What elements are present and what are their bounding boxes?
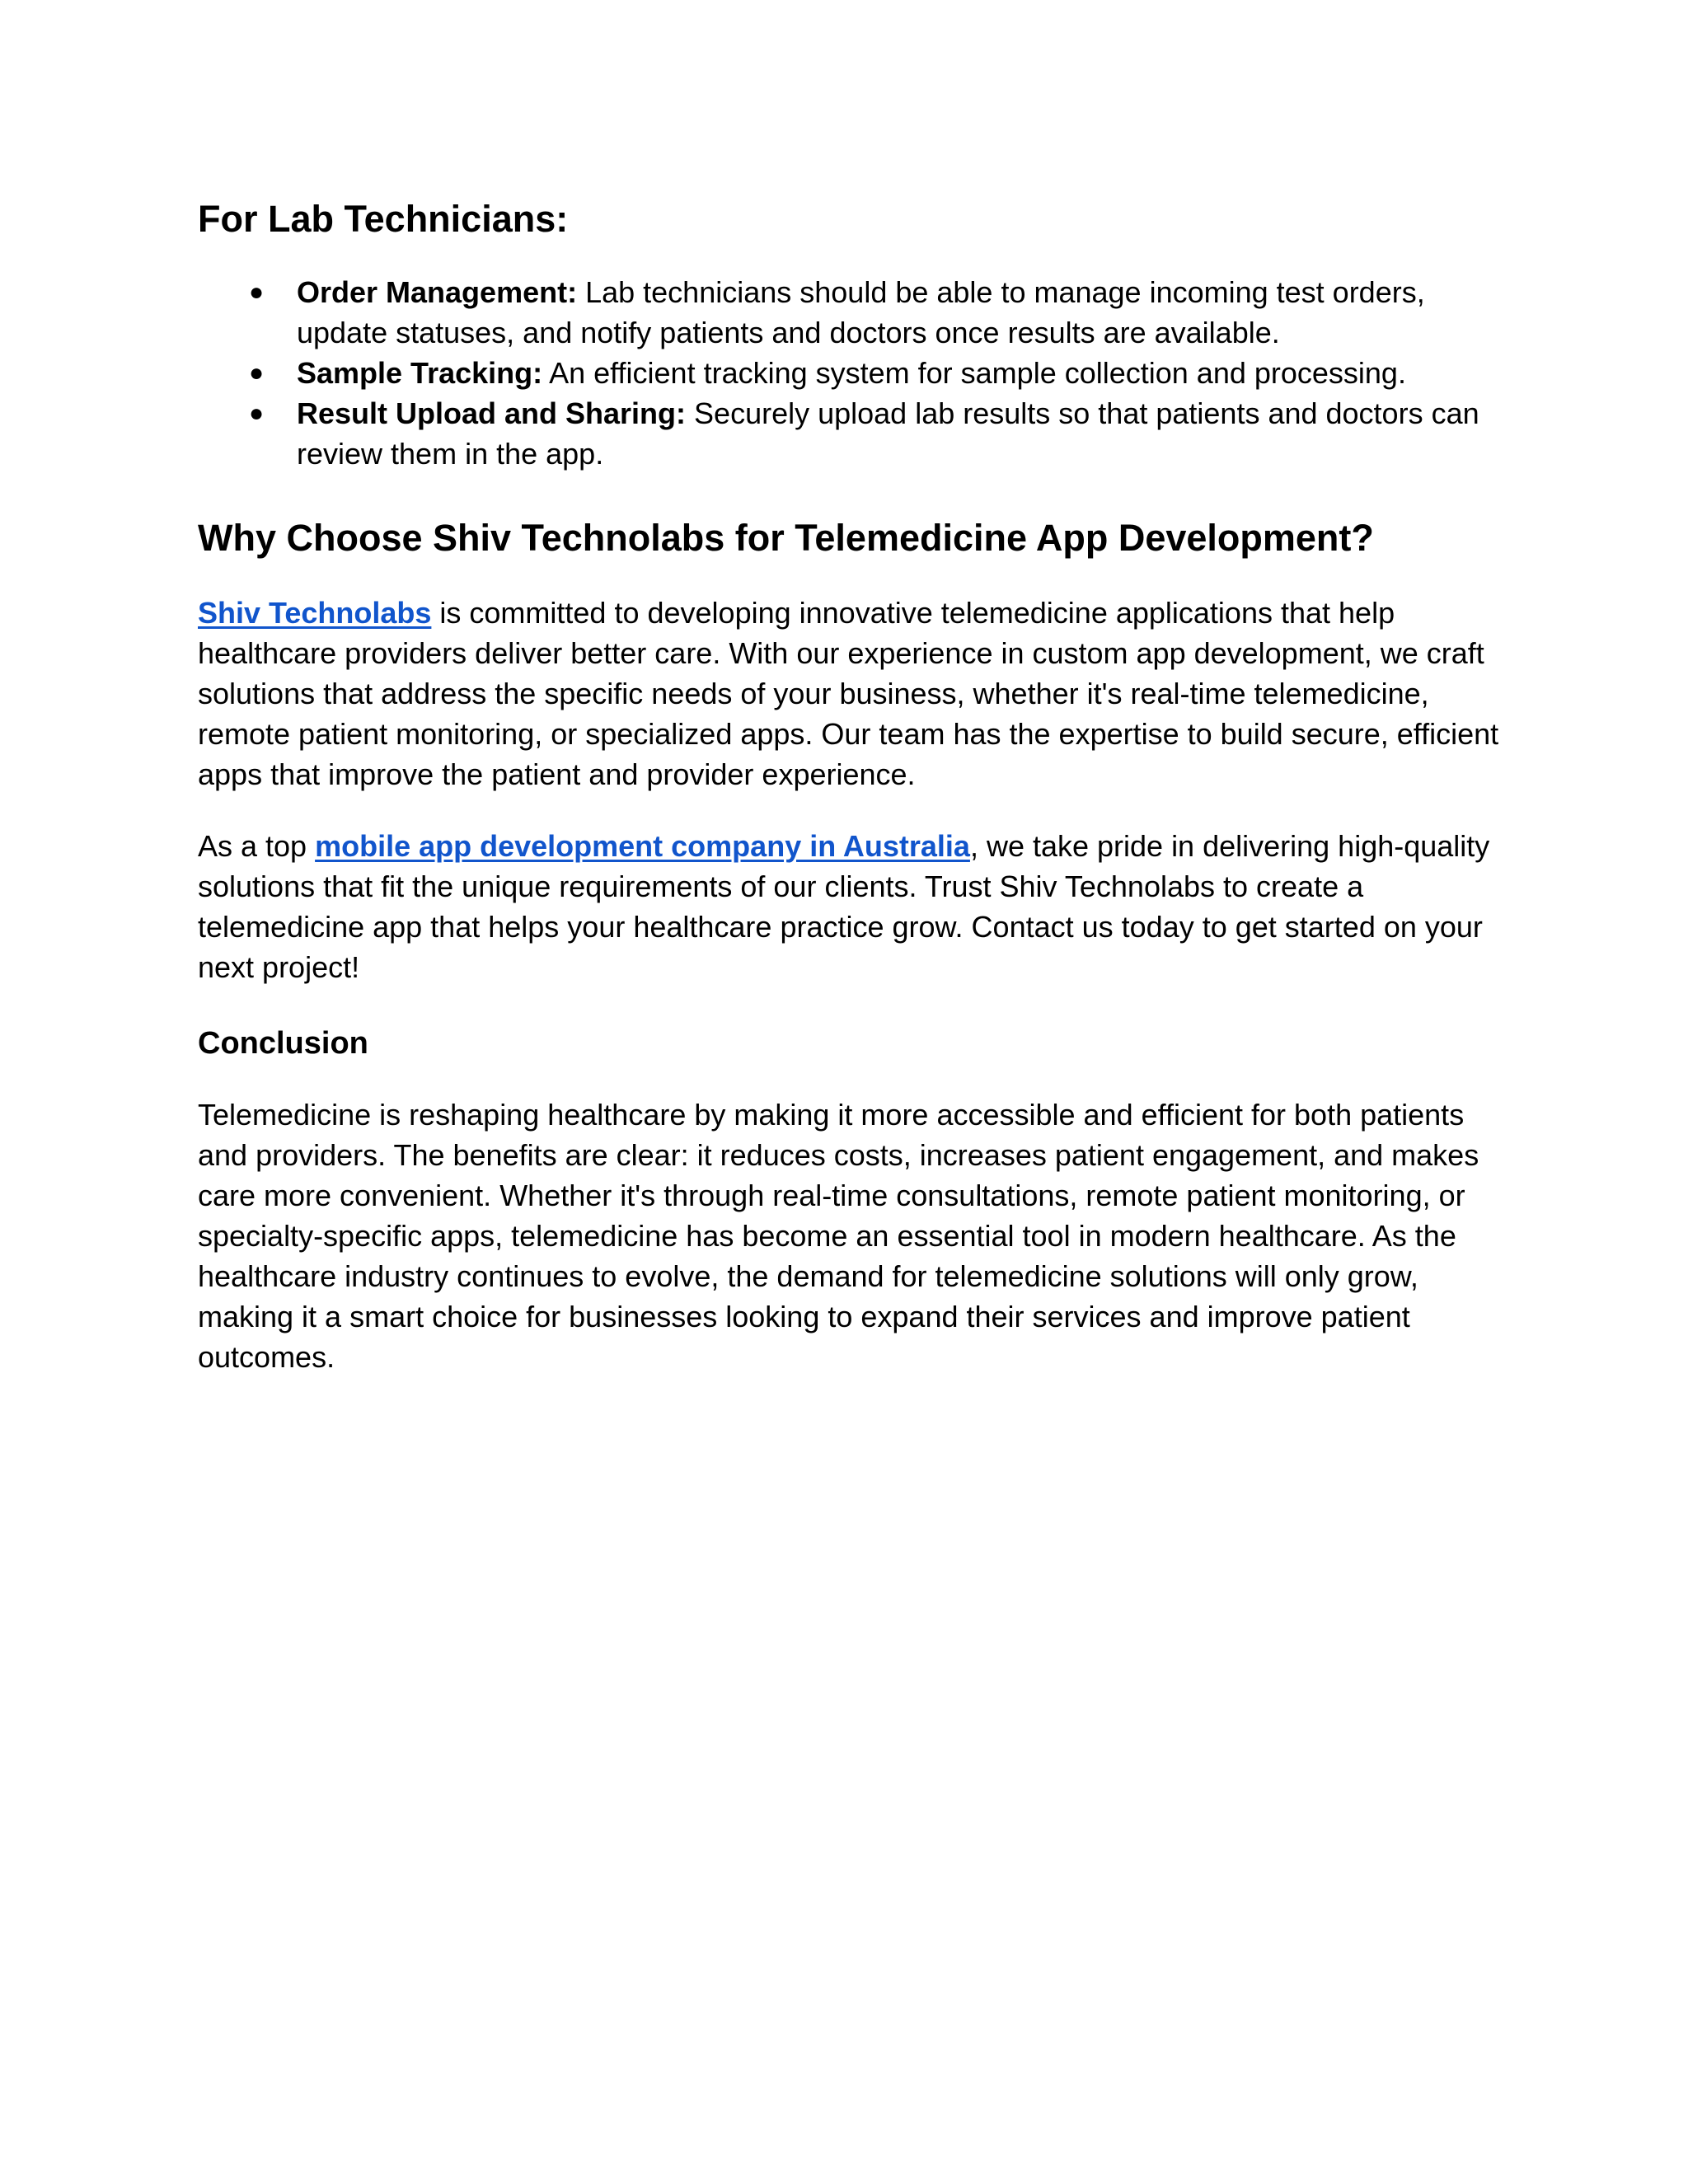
bullet-icon: ● [249,400,265,427]
list-item-term: Result Upload and Sharing: [297,396,687,430]
why-choose-heading: Why Choose Shiv Technolabs for Telemedicine App Development? [198,517,1374,559]
list-item-term: Sample Tracking: [297,356,543,390]
document-content [198,196,1500,1377]
why-choose-paragraph-2 [198,826,1500,987]
list-item [198,393,1500,474]
conclusion-paragraph: Telemedicine is reshaping healthcare by making it more accessible and efficient for both patients and providers. The benefits are clear: it reduces costs, increases patient engagement, and makes care more convenient. Whether it's through real-time consultations, remote patient monitoring, or specialty-specific apps, telemedicine has become an essential tool in modern healthcare. As the healthcare industry continues to evolve, the demand for telemedicine solutions will only grow, making it a smart choice for businesses looking to expand their services and improve patient outcomes. [198,1098,1479,1374]
lab-features-list [198,272,1500,474]
list-item-term: Order Management: [297,275,578,309]
paragraph-prefix: As a top [198,829,316,863]
bullet-icon: ● [249,279,265,306]
shiv-technolabs-link[interactable]: Shiv Technolabs [198,596,432,630]
list-item [198,272,1500,353]
mobile-app-company-link[interactable]: mobile app development company in Australia [315,829,970,863]
paragraph-text: , we take pride in delivering high-quality solutions that fit the unique requirements of our clients. Trust Shiv Technolabs to create a telemedicine app that helps your healthcare practice grow. Contact us today to get started on your next project! [198,829,1490,984]
list-item [198,353,1500,393]
conclusion-heading: Conclusion [198,1026,368,1061]
list-item-text: Lab technicians should be able to manage incoming test orders, update statuses, and notify patients and doctors once results are available. [297,275,1425,349]
why-choose-paragraph-1 [198,593,1500,794]
list-item-text: An efficient tracking system for sample collection and processing. [542,356,1406,390]
list-item-text: Securely upload lab results so that patients and doctors can review them in the app. [297,396,1479,471]
bullet-icon: ● [249,359,265,387]
lab-technicians-heading: For Lab Technicians: [198,198,569,240]
paragraph-text: is committed to developing innovative telemedicine applications that help healthcare providers deliver better care. With our experience in custom app development, we craft solutions that address the specific needs of your business, whether it's real-time telemedicine, remote patient monitoring, or specialized apps. Our team has the expertise to build secure, efficient apps that improve the patient and provider experience. [198,596,1499,791]
